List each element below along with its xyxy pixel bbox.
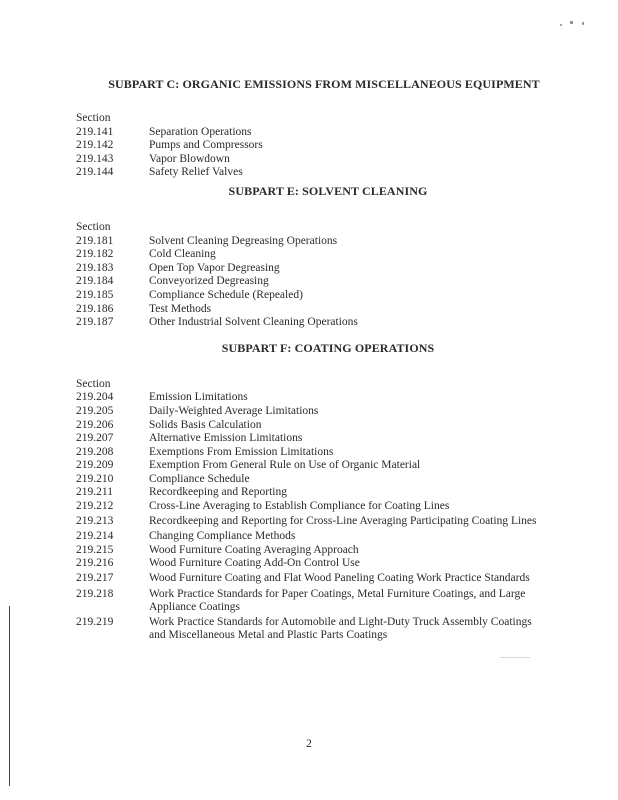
section-title: Changing Compliance Methods: [149, 530, 296, 543]
section-number: 219.144: [76, 166, 114, 179]
section-title: Wood Furniture Coating Add-On Control Use: [149, 557, 360, 570]
section-title: Cross-Line Averaging to Establish Compliance for Coating Lines: [149, 500, 450, 513]
section-entry: [76, 515, 556, 529]
section-number: 219.216: [76, 557, 114, 570]
section-title: Open Top Vapor Degreasing: [149, 261, 280, 274]
section-title: Test Methods: [149, 302, 212, 315]
section-entry: [76, 248, 556, 262]
section-title: Compliance Schedule (Repealed): [149, 288, 303, 301]
section-label: Section: [76, 112, 111, 124]
section-entry: [76, 432, 556, 446]
subpart-c: [76, 76, 556, 180]
section-number: 219.142: [76, 139, 114, 152]
subpart-f: [76, 340, 556, 643]
section-number: 219.143: [76, 152, 114, 165]
section-entry: [76, 303, 556, 317]
section-title: Recordkeeping and Reporting for Cross-Line Averaging Participating Coating Lines: [149, 514, 537, 527]
section-number: 219.186: [76, 302, 114, 315]
section-number: 219.215: [76, 543, 114, 556]
section-number: 219.210: [76, 472, 114, 485]
section-title: Work Practice Standards for Automobile and Light-Duty Truck Assembly Coatings and Miscellaneous Metal and Plastic Parts Coatings: [149, 616, 532, 642]
section-title: Solvent Cleaning Degreasing Operations: [149, 234, 338, 247]
section-number: 219.183: [76, 261, 114, 274]
subpart-e: [76, 183, 556, 330]
section-entry: [76, 530, 556, 544]
section-title: Safety Relief Valves: [149, 166, 243, 179]
section-title: Other Industrial Solvent Cleaning Operations: [149, 316, 358, 329]
section-entry: [76, 262, 556, 276]
section-number: 219.214: [76, 530, 114, 543]
section-number: 219.206: [76, 418, 114, 431]
section-title: Conveyorized Degreasing: [149, 275, 269, 288]
section-entry: [76, 572, 556, 586]
section-entry: [76, 139, 556, 153]
section-title: Pumps and Compressors: [149, 139, 263, 152]
section-number: 219.213: [76, 514, 114, 527]
section-number: 219.217: [76, 572, 114, 585]
section-number: 219.219: [76, 616, 114, 629]
section-list: [76, 126, 556, 180]
section-entry: [76, 289, 556, 303]
section-number: 219.205: [76, 404, 114, 417]
section-number: 219.218: [76, 587, 114, 600]
section-entry: [76, 500, 556, 514]
subpart-heading: SUBPART E: SOLVENT CLEANING: [228, 183, 428, 198]
section-title: Work Practice Standards for Paper Coatings, Metal Furniture Coatings, and Large Appliance Coatings: [149, 587, 526, 613]
section-title: Compliance Schedule: [149, 472, 250, 485]
margin-rule: [9, 606, 10, 786]
section-entry: [76, 557, 556, 571]
section-entry: [76, 486, 556, 500]
section-title: Cold Cleaning: [149, 248, 216, 261]
section-entry: [76, 588, 556, 614]
section-entry: [76, 391, 556, 405]
section-number: 219.209: [76, 459, 114, 472]
section-title: Recordkeeping and Reporting: [149, 486, 287, 499]
table-of-contents: [76, 76, 556, 644]
section-number: 219.184: [76, 275, 114, 288]
section-title: Daily-Weighted Average Limitations: [149, 404, 319, 417]
section-number: 219.212: [76, 500, 114, 513]
section-number: 219.141: [76, 125, 114, 138]
section-entry: [76, 544, 556, 558]
section-list: [76, 235, 556, 330]
section-entry: [76, 316, 556, 330]
section-title: Exemptions From Emission Limitations: [149, 445, 334, 458]
section-entry: [76, 446, 556, 460]
subpart-heading: SUBPART C: ORGANIC EMISSIONS FROM MISCELLANEOUS EQUIPMENT: [108, 77, 540, 91]
section-entry: [76, 419, 556, 433]
section-number: 219.204: [76, 391, 114, 404]
section-entry: [76, 405, 556, 419]
section-title: Vapor Blowdown: [149, 152, 230, 165]
subpart-heading: SUBPART F: COATING OPERATIONS: [221, 340, 435, 355]
scan-artifact: [500, 657, 530, 658]
section-entry: [76, 235, 556, 249]
section-number: 219.211: [76, 486, 113, 499]
section-title: Exemption From General Rule on Use of Organic Material: [149, 459, 421, 472]
section-entry: [76, 126, 556, 140]
section-title: Separation Operations: [149, 125, 252, 138]
section-entry: [76, 166, 556, 180]
section-entry: [76, 473, 556, 487]
section-title: Alternative Emission Limitations: [149, 432, 303, 445]
section-entry: [76, 275, 556, 289]
section-number: 219.207: [76, 432, 114, 445]
section-title: Wood Furniture Coating Averaging Approach: [149, 543, 359, 556]
section-title: Emission Limitations: [149, 391, 248, 404]
scan-specks: [558, 20, 588, 28]
section-number: 219.187: [76, 316, 114, 329]
section-label: Section: [76, 377, 111, 390]
section-number: 219.208: [76, 445, 114, 458]
section-entry: [76, 153, 556, 167]
section-entry: [76, 459, 556, 473]
section-title: Solids Basis Calculation: [149, 418, 262, 431]
section-number: 219.182: [76, 248, 114, 261]
page-number: 2: [306, 738, 312, 750]
section-number: 219.181: [76, 234, 114, 247]
section-title: Wood Furniture Coating and Flat Wood Paneling Coating Work Practice Standards: [149, 572, 530, 585]
section-label: Section: [76, 220, 111, 233]
section-list: [76, 391, 556, 642]
section-number: 219.185: [76, 288, 114, 301]
section-entry: [76, 616, 556, 642]
